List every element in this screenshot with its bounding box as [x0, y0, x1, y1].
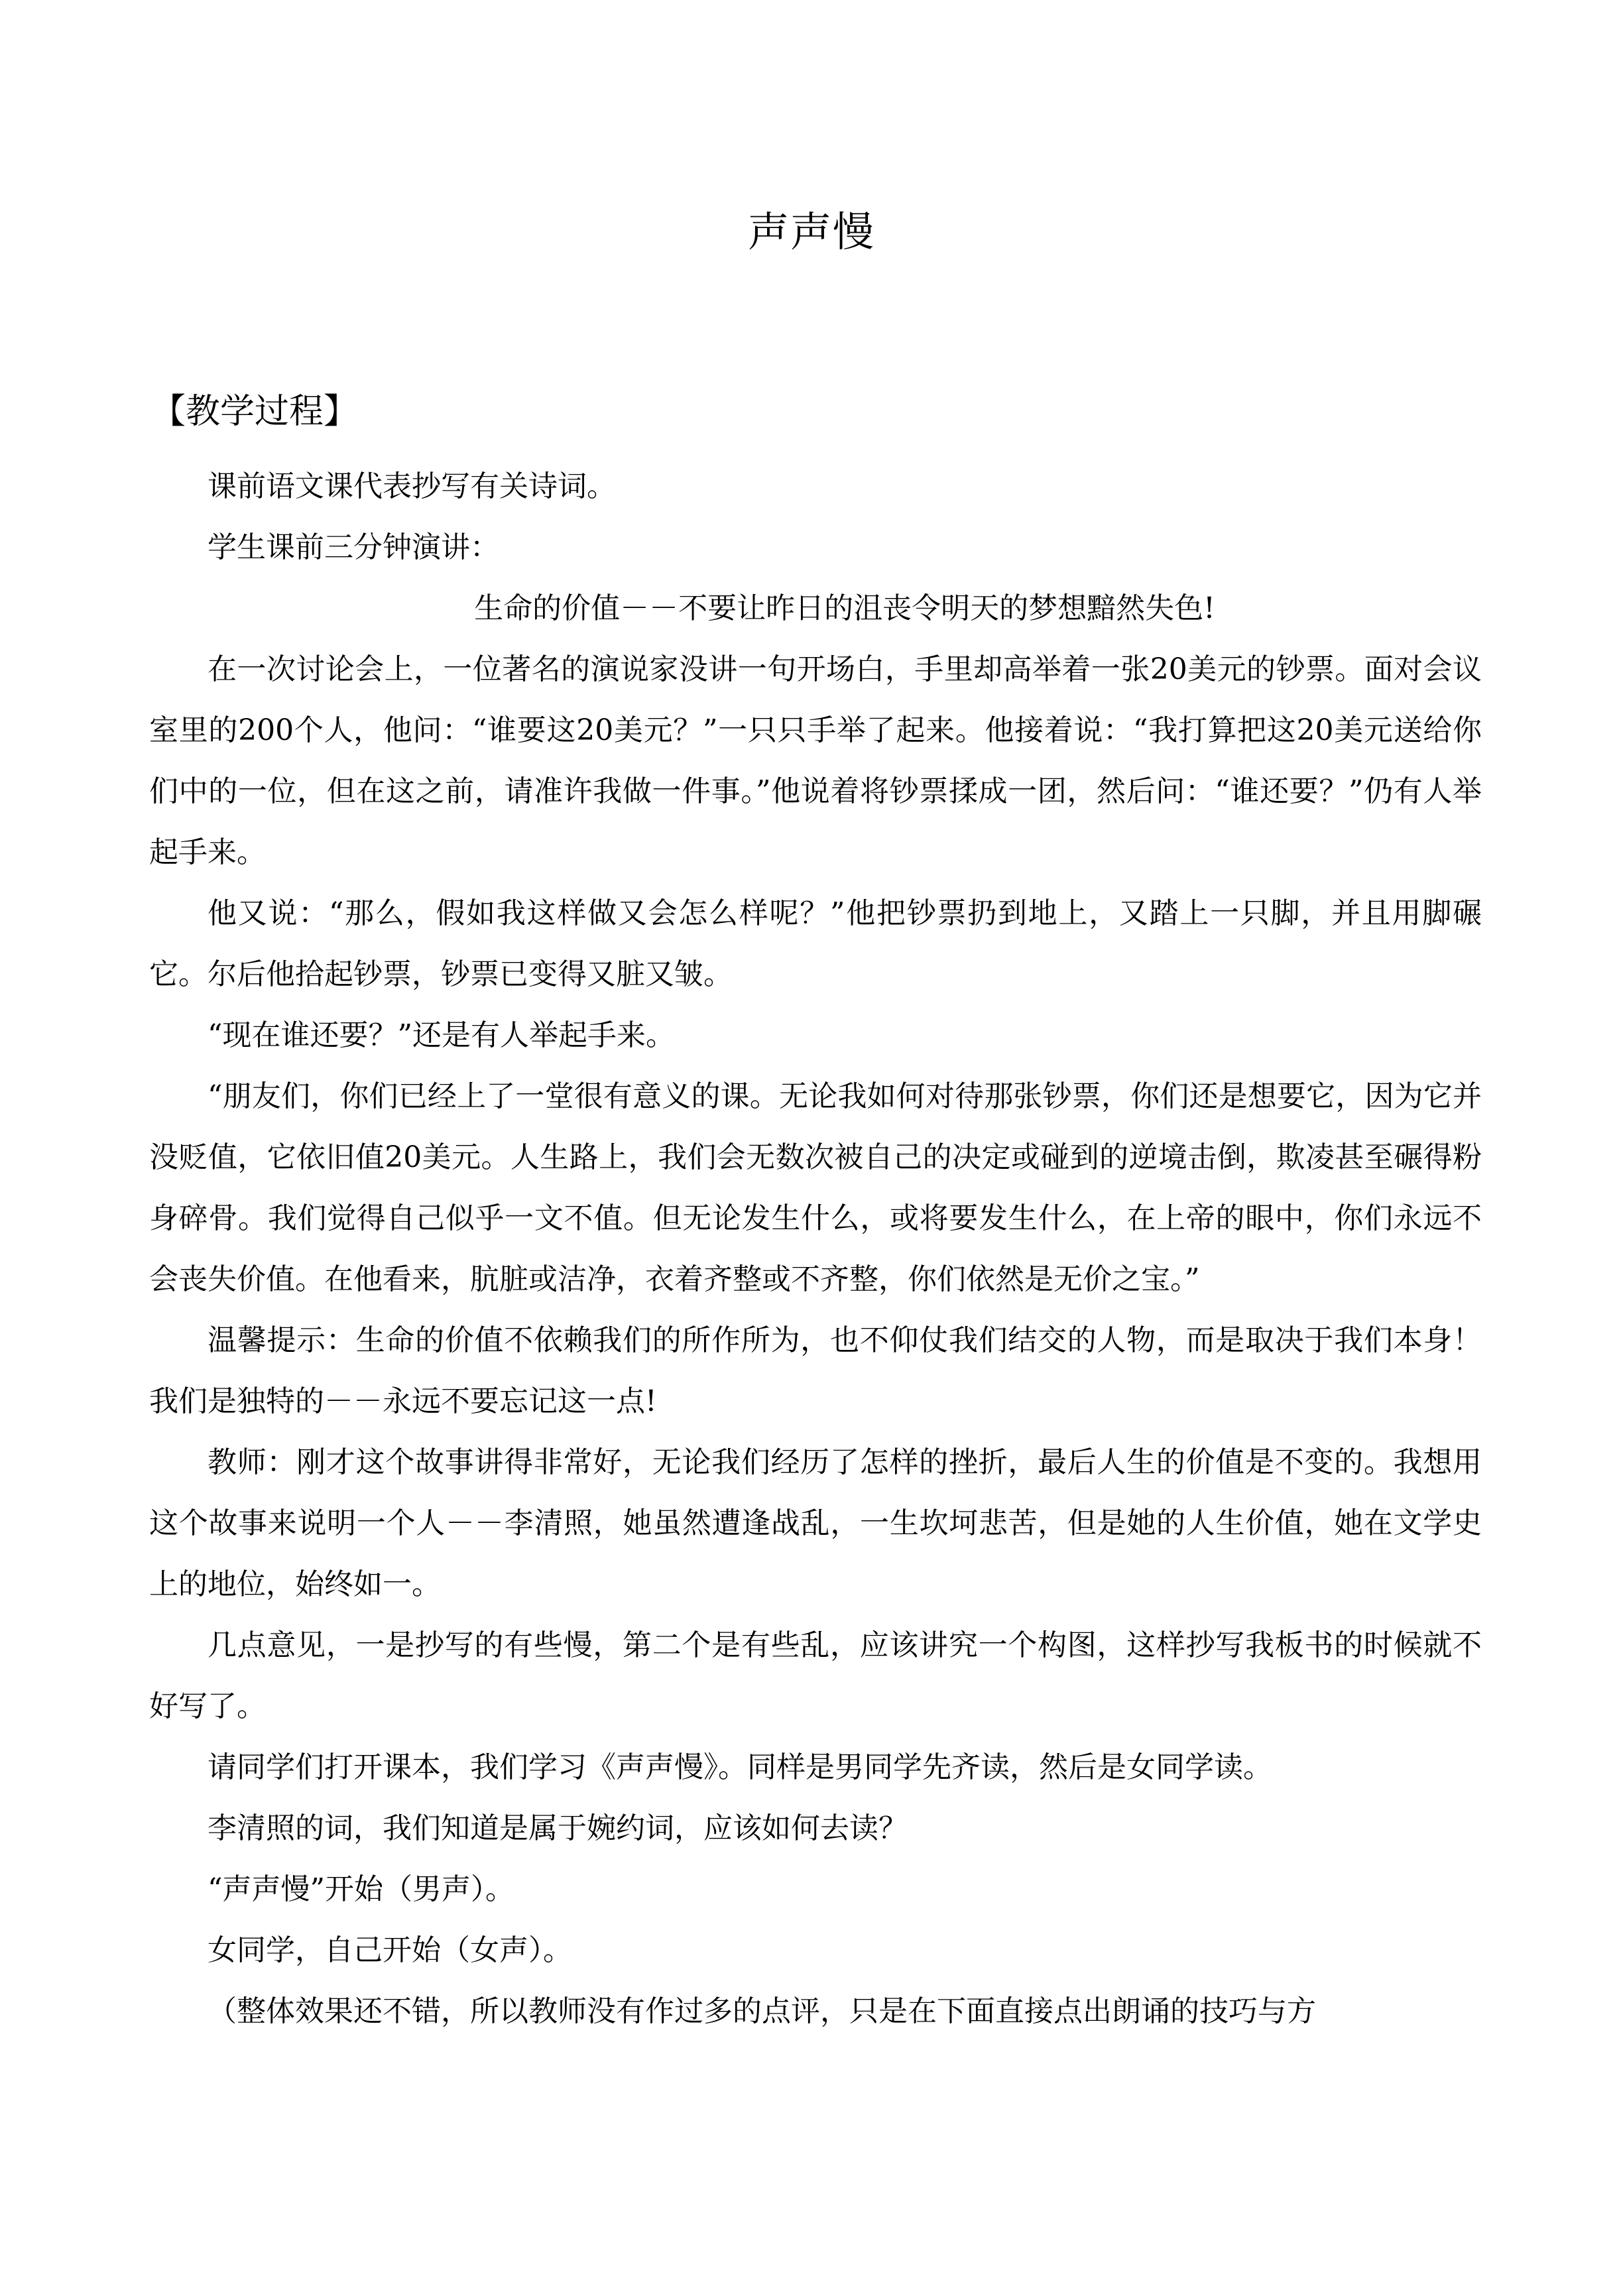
- paragraph: 他又说：“那么，假如我这样做又会怎么样呢？”他把钞票扔到地上，又踏上一只脚，并且用脚碾它。尔后他拾起钞票，钞票已变得又脏又皱。: [149, 896, 1482, 991]
- paragraph: 课前语文课代表抄写有关诗词。: [208, 469, 616, 503]
- paragraph: 李清照的词，我们知道是属于婉约词，应该如何去读？: [208, 1811, 908, 1845]
- paragraph: “声声慢”开始（男声）。: [208, 1872, 514, 1906]
- paragraph: “现在谁还要？”还是有人举起手来。: [208, 1018, 675, 1052]
- document-body: [149, 456, 1482, 2042]
- paragraph: “朋友们，你们已经上了一堂很有意义的课。无论我如何对待那张钞票，你们还是想要它，因为它并没贬值，它依旧值20美元。人生路上，我们会无数次被自己的决定或碰到的逆境击倒，欺凌甚至碾得粉身碎骨。我们觉得自己似乎一文不值。但无论发生什么，或将要发生什么，在上帝的眼中，你们永远不会丧失价值。在他看来，肮脏或洁净，衣着齐整或不齐整，你们依然是无价之宝。”: [149, 1079, 1482, 1296]
- paragraph: 学生课前三分钟演讲：: [208, 530, 499, 564]
- paragraph: 女同学，自己开始（女声）。: [208, 1933, 572, 1967]
- paragraph: 在一次讨论会上，一位著名的演说家没讲一句开场白，手里却高举着一张20美元的钞票。面对会议室里的200个人，他问：“谁要这20美元？”一只只手举了起来。他接着说：“我打算把这20美元送给你们中的一位，但在这之前，请准许我做一件事。”他说着将钞票揉成一团，然后问：“谁还要？”仍有人举起手来。: [149, 652, 1482, 869]
- paragraph: 请同学们打开课本，我们学习《声声慢》。同样是男同学先齐读，然后是女同学读。: [208, 1750, 1272, 1784]
- document-title: 声声慢: [747, 208, 875, 256]
- paragraph: （整体效果还不错，所以教师没有作过多的点评，只是在下面直接点出朗诵的技巧与方: [208, 1994, 1316, 2028]
- section-heading: 【教学过程】: [151, 392, 359, 432]
- paragraph: 教师：刚才这个故事讲得非常好，无论我们经历了怎样的挫折，最后人生的价值是不变的。我想用这个故事来说明一个人－－李清照，她虽然遭逢战乱，一生坎坷悲苦，但是她的人生价值，她在文学史上的地位，始终如一。: [149, 1445, 1482, 1601]
- paragraph: 温馨提示：生命的价值不依赖我们的所作所为，也不仰仗我们结交的人物，而是取决于我们本身！我们是独特的－－永远不要忘记这一点!: [149, 1323, 1482, 1418]
- paragraph: 几点意见，一是抄写的有些慢，第二个是有些乱，应该讲究一个构图，这样抄写我板书的时候就不好写了。: [149, 1628, 1482, 1723]
- speech-title: 生命的价值－－不要让昨日的沮丧令明天的梦想黯然失色!: [474, 591, 1215, 625]
